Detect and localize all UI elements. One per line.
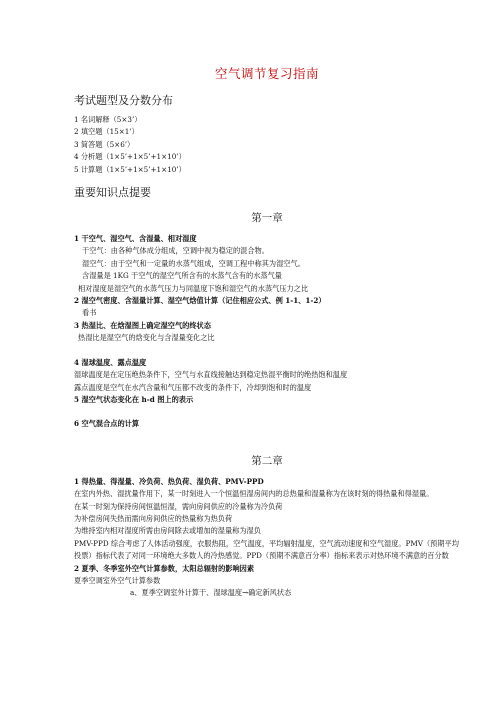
ch1-section-5-heading: 5 湿空气状态变化在 h-d 图上的表示: [74, 394, 194, 404]
ch2-s1-paragraph: PMV-PPD 综合考虑了人体活动强度，衣服热阻，空气温度，平均辐射温度，空气流动速度和空气湿度。PMV（预期平均投票）指标代表了对同一环境绝大多数人的冷热感觉。PPD（预期不满意百分率）指标来表示对热环境不满意的百分数: [74, 538, 459, 561]
ch1-section-4-heading: 4 湿球温度、露点温度: [74, 357, 147, 367]
ch1-section-2-heading: 2 湿空气密度、含湿量计算、湿空气焓值计算（记住相应公式、例 1-1、1-2）: [74, 296, 326, 306]
ch2-section-2-heading: 2 夏季、冬季室外空气计算参数，太阳总辐射的影响因素: [74, 563, 255, 573]
ch1-s4-line: 湿球温度是在定压绝热条件下，空气与水直线接触达到稳定热湿平衡时的绝热饱和温度: [74, 370, 348, 380]
ch1-s3-line: 热湿比是湿空气的焓变化与含湿量变化之比: [78, 333, 215, 343]
exam-item: 1 名词解释（5×3’）: [74, 115, 142, 124]
ch2-s1-line: 为维持室内相对湿度所需由房间除去或增加的湿量称为湿负: [74, 526, 261, 536]
chapter-1-title: 第一章: [251, 212, 283, 225]
exam-list: [74, 114, 460, 176]
exam-item: 3 简答题（5×6’）: [74, 139, 135, 149]
key-points-heading: 重要知识点提要: [74, 186, 151, 200]
ch2-s2-line: a、夏季空调室外计算干、湿球温度→确定新风状态: [130, 588, 292, 598]
chapter-2-title: 第二章: [251, 454, 283, 467]
exam-item: 4 分析题（1×5’+1×5’+1×10’）: [74, 152, 186, 162]
exam-item: 2 填空题（15×1’）: [74, 127, 139, 137]
ch1-section-1-heading: 1 干空气、湿空气、含湿量、相对湿度: [74, 234, 197, 244]
ch1-section-6-heading: 6 空气混合点的计算: [74, 419, 140, 429]
ch1-s4-line: 露点温度是空气在水汽含量和气压都不改变的条件下，冷却到饱和时的温度: [74, 382, 312, 392]
ch1-s1-line: 湿空气：由于空气和一定量的水蒸气组成，空调工程中称其为湿空气。: [82, 258, 305, 268]
ch1-s1-line: 含湿量是 1KG 干空气的湿空气所含有的水蒸气含有的水蒸气量: [82, 271, 282, 281]
ch2-section-1-heading: 1 得热量、得湿量、冷负荷、热负荷、湿负荷、PMV-PPD: [74, 476, 264, 486]
exam-heading: 考试题型及分数分布: [74, 94, 173, 107]
ch1-s1-line: 相对湿度是湿空气的水蒸气压力与同温度下饱和湿空气的水蒸气压力之比: [78, 283, 309, 293]
exam-item: 5 计算题（1×5’+1×5’+1×10’）: [74, 164, 186, 174]
ch1-section-3-heading: 3 热湿比、在焓湿图上确定湿空气的终状态: [74, 320, 211, 330]
ch1-s2-line: 看书: [82, 308, 97, 318]
ch2-s1-line: 为补偿房间失热而需向房间供应的热量称为热负荷: [74, 513, 233, 523]
ch1-s1-line: 干空气：由各种气体成分组成，空调中视为稳定的混合物。: [82, 246, 269, 256]
ch2-s1-line: 在某一时刻为保持房间恒温恒湿，需向房间供应的冷量称为冷负荷: [74, 501, 283, 511]
document-title: 空气调节复习指南: [214, 66, 319, 81]
ch2-s1-paragraph: 在室内外热、湿扰量作用下，某一时刻进入一个恒温恒湿房间内的总热量和湿量称为在该时刻的得热量和得湿量。: [74, 489, 434, 499]
ch2-s2-line: 夏季空调室外空气计算参数: [74, 575, 161, 585]
